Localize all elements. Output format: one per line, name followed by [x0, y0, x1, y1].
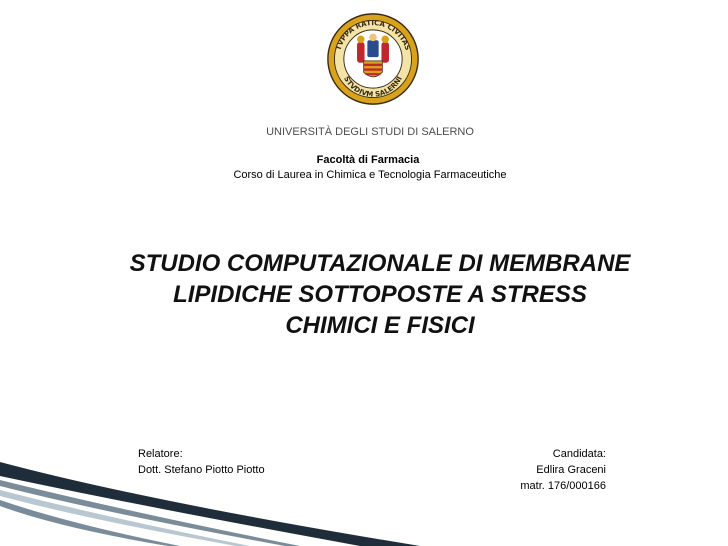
course-name: Corso di Laurea in Chimica e Tecnologia Farmaceutiche	[233, 169, 507, 181]
candidate-label: Candidata:	[552, 448, 606, 460]
svg-text:TVPPA RATICA CIVITAS: TVPPA RATICA CIVITAS	[333, 18, 413, 52]
thesis-title-line: CHIMICI E FISICI	[285, 312, 475, 339]
svg-text:STVDIVM SALERNI: STVDIVM SALERNI	[342, 74, 404, 99]
university-seal-logo	[326, 12, 420, 106]
candidate-name: Edlira Graceni	[536, 464, 606, 476]
supervisor-name: Dott. Stefano Piotto Piotto	[138, 464, 265, 476]
university-name: UNIVERSITÀ DEGLI STUDI DI SALERNO	[266, 126, 474, 138]
decorative-swoosh	[0, 440, 728, 546]
thesis-title-line: LIPIDICHE SOTTOPOSTE A STRESS	[173, 281, 587, 308]
thesis-title	[60, 248, 700, 341]
candidate-id: matr. 176/000166	[520, 480, 606, 492]
faculty-name: Facoltà di Farmacia	[316, 154, 420, 166]
supervisor-label: Relatore:	[138, 448, 183, 460]
thesis-title-line: STUDIO COMPUTAZIONALE DI MEMBRANE	[129, 250, 631, 277]
